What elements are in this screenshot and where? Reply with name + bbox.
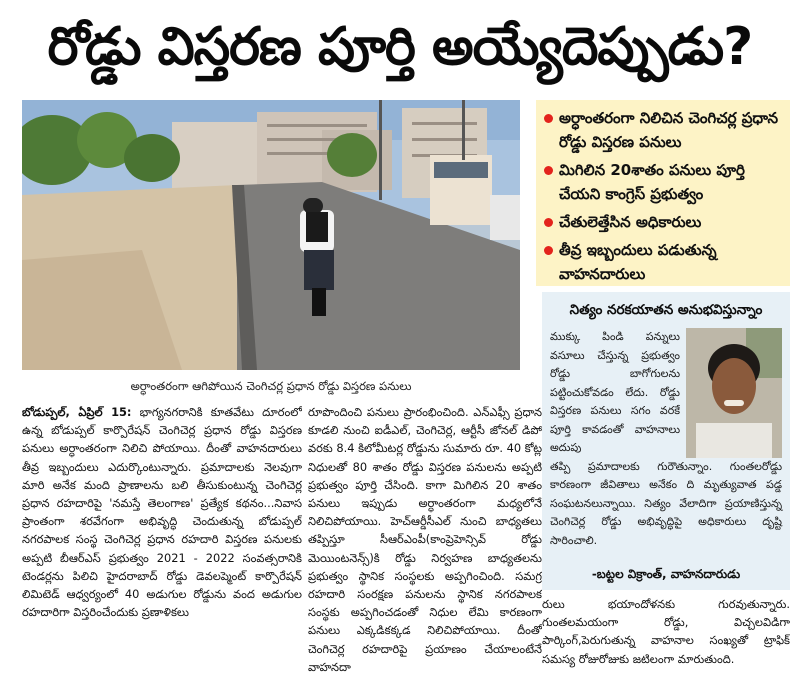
highlight-text: మిగిలిన 20శాతం పనులు పూర్తి చేయని కాంగ్రెస్ ప్రభుత్వం — [559, 161, 745, 203]
bullet-dot-icon — [544, 114, 553, 123]
article-column-3: రులు భయాందోళనకు గురవుతున్నారు. గుంతలమయంగా రోడ్డు, విచ్చలవిడిగా పార్కింగ్,పెరుగుతున్న వాహనాల సంఖ్యతో ట్రాఫిక్ సమస్య రోజురోజుకు జటిలంగా మారుతుంది. — [542, 597, 790, 666]
photo-caption: అర్ధాంతరంగా ఆగిపోయిన చెంగిచర్ల ప్రధాన రోడ్డు విస్తరణ పనులు — [130, 379, 412, 393]
highlight-box — [536, 100, 790, 286]
article-column-2: రూపొందించి పనులు ప్రారంభించింది. ఎన్ఎఫ్సీ ప్రధాన కూడలి నుంచి ఐడీఎల్, చెంగిచెర్ల, ఆర్టీసీ జోనల్ డిపో వరకు 8.4 కిలోమీటర్ల రోడ్డును సుమారు రూ. 40 కోట్ల నిధులతో 80 శాతం రోడ్డు విస్తరణ పనులను అప్పటి ప్రభుత్వం పూర్తి చేసింది. కాగా మిగిలిన 20 శాతం పనులు ఇప్పుడు అర్ధాంతరంగా మధ్యలోనే నిలిచిపోయాయి. హెచ్ఆర్డీసీఎల్ నుంచి బాధ్యతలు తప్పిస్తూ సీఆర్ఎంపీ(కాంప్రెహెన్సివ్ రోడ్డు మెయింటనెన్స్)కి రోడ్డు నిర్వహణ బాధ్యతలను ప్రభుత్వం స్థానిక సంస్థలకు అప్పగించింది. సమగ్ర రహదారి సంరక్షణ పనులను స్థానిక నగరపాలక సంస్థకు అప్పగించడంతో నిధుల లేమి కారణంగా పనులు ఎక్కడికక్కడ నిలిచిపోయాయి. దీంతో చెంగిచెర్ల రహదారిపై ప్రయాణం చేయాలంటేనే వాహనదా — [308, 405, 542, 674]
road-photo — [22, 100, 520, 370]
highlight-item — [544, 106, 782, 154]
bullet-dot-icon — [544, 246, 553, 255]
sidebar-text-first: ముక్కు పిండి పన్నులు వసూలు చేస్తున్న ప్రభుత్వం రోడ్డు బాగోగులను పట్టించుకోవడం లేదు. రోడ్డు విస్తరణ పనులు సగం వరకే పూర్తి కావడంతో వాహనాలు అదుపు — [550, 330, 680, 454]
highlight-item — [544, 158, 782, 206]
highlight-text: తీవ్ర ఇబ్బందులు పడుతున్న వాహనదారులు — [559, 241, 717, 283]
highlight-item — [544, 210, 782, 234]
sidebar-text-rest: తప్పి ప్రమాదాలకు గురౌతున్నాం. గుంతలరోడ్డు కారణంగా జీవితాలు అనేకం ది మృత్యువాత పడ్డ సంఘటనలున్నాయి. నిత్యం వేలాదిగా ప్రయాణిస్తున్న చెంగిచెర్ల రోడ్డు అభివృద్ధిపై అధికారులు దృష్టి సారించాలి. — [550, 459, 782, 547]
sidebar-body — [542, 328, 790, 550]
dateline: బోడుప్పల్, ఏప్రిల్ 15: — [22, 405, 132, 419]
sidebar-title: నిత్యం నరకయాతన అనుభవిస్తున్నాం — [569, 302, 763, 318]
bullet-dot-icon — [544, 166, 553, 175]
headline: రోడ్డు విస్తరణ పూర్తి అయ్యేదెప్పుడు? — [47, 17, 753, 77]
highlight-text: చేతులెత్తేసిన అధికారులు — [559, 213, 702, 231]
article-text-1: భాగ్యనగరానికి కూతవేటు దూరంలో ఉన్న బోడుప్పల్ కార్పొరేషన్ చెంగిచెర్ల ప్రధాన రోడ్డు విస్తరణ పనులు అర్ధాంతరంగా నిలిచి పోయాయి. దీంతో వాహనదారులు తీవ్ర ఇబ్బందులు ఎదుర్కొంటున్నారు. ప్రమాదాలకు నెలవుగా మారి అనేక మంది ప్రాణాలను బలి తీసుకుంటున్న చెంగిచెర్ల ప్రధాన రహదారిపై 'నమస్తే తెలంగాణ' ప్రత్యేక కథనం...నివాస ప్రాంతంగా శరవేగంగా అభివృద్ధి చెందుతున్న బోడుప్పల్ నగరపాలక సంస్థ చెంగిచెర్ల ప్రధాన రహదారి విస్తరణ పనులకు అప్పటి బీఆర్ఎస్ ప్రభుత్వం 2021 - 2022 సంవత్సరానికి టెండర్లను పిలిచి హైదరాబాద్ రోడ్డు డెవలప్మెంట్ కార్పొరేషన్ లిమిటెడ్ ఆధ్వర్యంలో 40 అడుగుల రోడ్డును వంద అడుగుల రహదారిగా విస్తరించేందుకు ప్రణాళికలు — [22, 405, 302, 620]
person-photo — [686, 328, 782, 458]
bullet-dot-icon — [544, 218, 553, 227]
highlight-item — [544, 238, 782, 286]
sidebar-attribution: -బట్టల విక్రాంత్, వాహనదారుడు — [591, 567, 741, 581]
article-column-1 — [22, 403, 302, 688]
highlight-text: అర్ధాంతరంగా నిలిచిన చెంగిచర్ల ప్రధాన రోడ్డు విస్తరణ పనులు — [559, 109, 779, 151]
quote-sidebar — [542, 292, 790, 590]
